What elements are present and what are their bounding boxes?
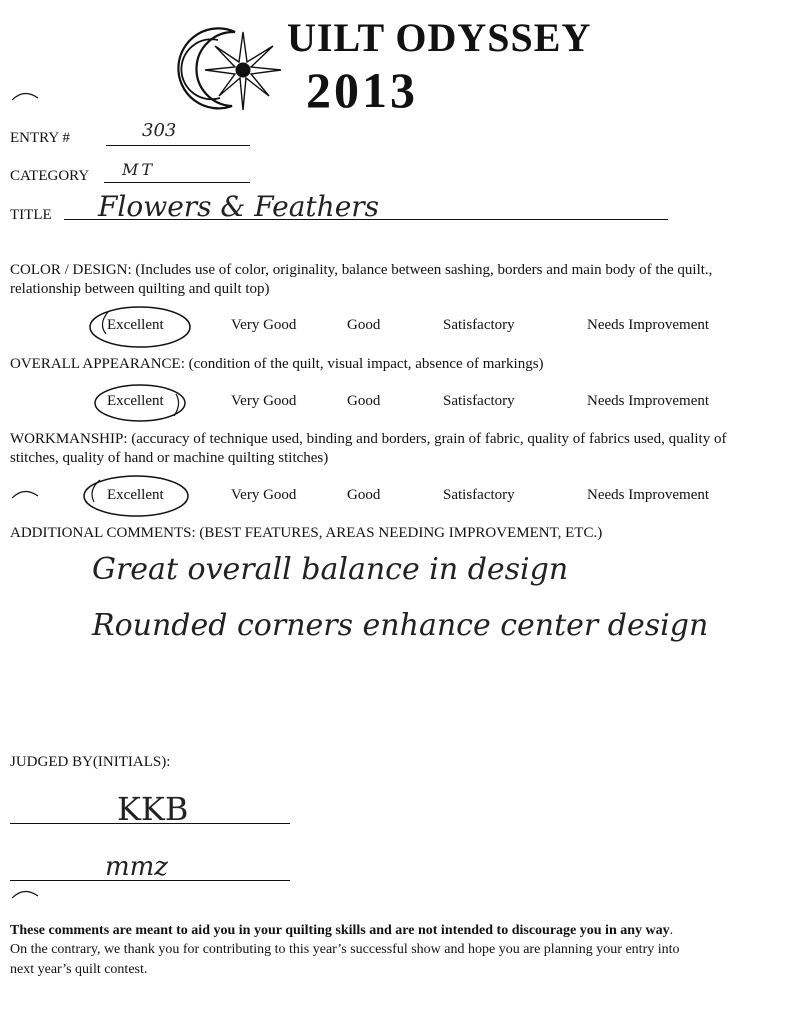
entry-value: 303	[142, 120, 177, 141]
footer-notice-bold: These comments are meant to aid you in your quilting skills and are not intended to discourage you in any way	[10, 923, 670, 938]
color-design-rating-satisfactory[interactable]: Satisfactory	[443, 317, 515, 333]
punch-mark	[10, 88, 40, 102]
title-label: TITLE	[10, 207, 52, 223]
workmanship-rating-needs-improvement[interactable]: Needs Improvement	[587, 487, 710, 503]
color-design-rating-excellent[interactable]: Excellent	[107, 317, 164, 333]
logo-title-year: 2013	[306, 62, 418, 118]
selection-circle	[90, 382, 190, 426]
category-underline	[104, 182, 250, 183]
overall-appearance-rating-very-good[interactable]: Very Good	[231, 393, 297, 409]
comment-line-1: Great overall balance in design	[92, 552, 569, 587]
logo-title-line1: UILT ODYSSEY	[287, 15, 592, 60]
judged-by-label: JUDGED BY(INITIALS):	[10, 754, 171, 770]
punch-mark	[10, 886, 40, 900]
workmanship-rating-satisfactory[interactable]: Satisfactory	[443, 487, 515, 503]
overall-appearance-heading: OVERALL APPEARANCE: (condition of the quilt, visual impact, absence of markings)	[10, 356, 544, 372]
footer-line-2: On the contrary, we thank you for contributing to this year’s successful show and hope you are planning your entry into	[10, 942, 680, 957]
selection-circle	[78, 472, 194, 520]
comments-heading: ADDITIONAL COMMENTS: (BEST FEATURES, AREAS NEEDING IMPROVEMENT, ETC.)	[10, 525, 603, 541]
quilt-odyssey-logo	[160, 18, 290, 118]
footer-line-3: next year’s quilt contest.	[10, 962, 148, 977]
judge-initials-1-line	[10, 823, 290, 824]
color-design-rating-good[interactable]: Good	[347, 317, 381, 333]
judge-initials-2: mmz	[105, 852, 169, 882]
entry-underline	[106, 145, 250, 146]
category-value: MT	[122, 160, 156, 179]
comment-line-2: Rounded corners enhance center design	[92, 608, 709, 643]
category-label: CATEGORY	[10, 168, 90, 184]
punch-mark	[10, 486, 40, 500]
workmanship-heading: WORKMANSHIP: (accuracy of technique used, binding and borders, grain of fabric, quality of fabrics used, quality of	[10, 431, 727, 447]
entry-label: ENTRY #	[10, 130, 70, 146]
workmanship-rating-very-good[interactable]: Very Good	[231, 487, 297, 503]
overall-appearance-rating-excellent[interactable]: Excellent	[107, 393, 164, 409]
overall-appearance-rating-satisfactory[interactable]: Satisfactory	[443, 393, 515, 409]
workmanship-heading-line2: stitches, quality of hand or machine quilting stitches)	[10, 450, 329, 466]
color-design-heading-line2: relationship between quilting and quilt top)	[10, 281, 270, 297]
color-design-rating-very-good[interactable]: Very Good	[231, 317, 297, 333]
color-design-rating-needs-improvement[interactable]: Needs Improvement	[587, 317, 710, 333]
overall-appearance-rating-good[interactable]: Good	[347, 393, 381, 409]
footer-notice-period: .	[669, 923, 674, 938]
overall-appearance-rating-needs-improvement[interactable]: Needs Improvement	[587, 393, 710, 409]
selection-circle	[84, 304, 194, 352]
title-value: Flowers & Feathers	[98, 190, 380, 223]
judge-initials-1: KKB	[117, 790, 189, 828]
color-design-heading: COLOR / DESIGN: (Includes use of color, originality, balance between sashing, borders and main body of the quilt.,	[10, 262, 713, 278]
judge-initials-2-line	[10, 880, 290, 881]
workmanship-rating-excellent[interactable]: Excellent	[107, 487, 164, 503]
workmanship-rating-good[interactable]: Good	[347, 487, 381, 503]
footer-notice	[10, 922, 673, 939]
